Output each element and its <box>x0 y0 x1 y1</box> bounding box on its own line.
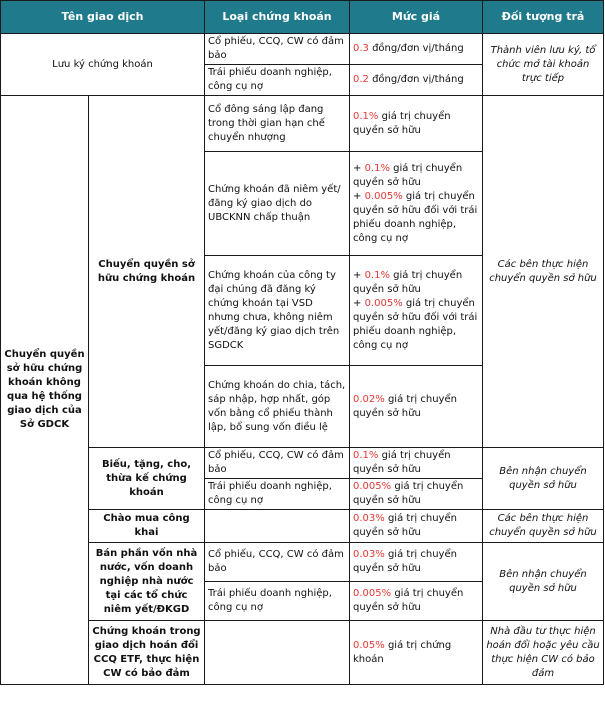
price-value: 0.02% <box>353 393 385 405</box>
custody-name-text: Lưu ký chứng khoán <box>52 58 153 70</box>
price-value: 0.2 <box>353 74 369 85</box>
gift-price-2 <box>350 479 483 510</box>
price-value: 0.1% <box>364 269 390 281</box>
price-text: giá trị chuyển quyền sở hữu <box>353 513 457 538</box>
price-text: đồng/đơn vị/tháng <box>368 74 464 85</box>
header-transaction: Tên giao dịch <box>1 1 205 34</box>
price-value: 0.005% <box>364 190 403 202</box>
transfer-type-4: Chứng khoán do chia, tách, sáp nhập, hợp nhất, góp vốn bằng cổ phiếu thành lập, bổ sung vốn điều lệ <box>205 366 350 448</box>
gift-payer: Bên nhận chuyển quyền sở hữu <box>483 448 604 510</box>
divest-price-1 <box>350 543 483 582</box>
price-value: 0.1% <box>364 162 390 174</box>
price-text: giá trị chuyển quyền sở hữu <box>353 162 463 188</box>
price-text: giá trị chuyển quyền sở hữu <box>353 450 451 475</box>
price-text: giá trị chuyển quyền sở hữu <box>353 269 463 295</box>
custody-price-2 <box>350 65 483 96</box>
custody-payer: Thành viên lưu ký, tổ chức mở tài khoản trực tiếp <box>483 34 604 96</box>
transfer-name: Chuyển quyền sở hữu chứng khoán <box>89 96 205 448</box>
tender-type <box>205 510 350 543</box>
price-value: 0.03% <box>353 549 385 560</box>
divest-price-2 <box>350 582 483 621</box>
price-value: 0.005% <box>353 481 392 492</box>
divest-type-1: Cổ phiếu, CCQ, CW có đảm bảo <box>205 543 350 582</box>
gift-type-2: Trái phiếu doanh nghiệp, công cụ nợ <box>205 479 350 510</box>
header-type: Loại chứng khoán <box>205 1 350 34</box>
price-value: 0.03% <box>353 513 385 524</box>
price-value: 0.005% <box>364 297 403 309</box>
price-value: 0.1% <box>353 450 379 461</box>
custody-type-2: Trái phiếu doanh nghiệp, công cụ nợ <box>205 65 350 96</box>
header-price: Mức giá <box>350 1 483 34</box>
divest-type-2: Trái phiếu doanh nghiệp, công cụ nợ <box>205 582 350 621</box>
price-text: giá trị chuyển quyền sở hữu <box>353 481 464 506</box>
price-prefix: + <box>353 190 365 202</box>
price-text: giá trị chứng khoán <box>353 639 452 665</box>
transfer-payer: Các bên thực hiện chuyển quyền sở hữu <box>483 96 604 448</box>
price-value: 0.3 <box>353 43 369 54</box>
table-row <box>1 34 604 65</box>
table-row <box>1 448 604 479</box>
price-text: giá trị chuyển quyền sở hữu <box>353 110 451 136</box>
price-text: giá trị chuyển quyền sở hữu <box>353 588 464 613</box>
outside-name: Chuyển quyền sở hữu chứng khoán không qua hệ thống giao dịch của Sở GDCK <box>1 96 89 685</box>
tender-price <box>350 510 483 543</box>
transfer-price-3 <box>350 256 483 366</box>
tender-payer: Các bên thực hiện chuyển quyền sở hữu <box>483 510 604 543</box>
gift-name: Biếu, tặng, cho, thừa kế chứng khoán <box>89 448 205 510</box>
custody-name <box>1 34 205 96</box>
custody-type-1: Cổ phiếu, CCQ, CW có đảm bảo <box>205 34 350 65</box>
price-prefix: + <box>353 162 365 174</box>
price-value: 0.005% <box>353 588 392 599</box>
swap-name: Chứng khoán trong giao dịch hoán đổi CCQ ETF, thực hiện CW có bảo đảm <box>89 621 205 685</box>
table-row <box>1 621 604 685</box>
price-text: giá trị chuyển quyền sở hữu đối với trái phiếu doanh nghiệp, công cụ nợ <box>353 297 478 351</box>
gift-price-1 <box>350 448 483 479</box>
transfer-type-3: Chứng khoán của công ty đại chúng đã đăng ký chứng khoán tại VSD nhưng chưa, không niêm yết/đăng ký giao dịch trên SGDCK <box>205 256 350 366</box>
transfer-price-4 <box>350 366 483 448</box>
price-prefix: + <box>353 297 365 309</box>
tender-name: Chào mua công khai <box>89 510 205 543</box>
price-value: 0.05% <box>353 639 385 651</box>
divest-name: Bán phần vốn nhà nước, vốn doanh nghiệp nhà nước tại các tổ chức niêm yết/ĐKGD <box>89 543 205 621</box>
price-value: 0.1% <box>353 110 379 122</box>
table-row <box>1 510 604 543</box>
swap-payer: Nhà đầu tư thực hiện hoán đổi hoặc yêu cầu thực hiện CW có bảo đảm <box>483 621 604 685</box>
header-row <box>1 1 604 34</box>
price-prefix: + <box>353 269 365 281</box>
price-text: giá trị chuyển quyền sở hữu <box>353 393 457 419</box>
price-text: giá trị chuyển quyền sở hữu <box>353 549 457 574</box>
transfer-price-1 <box>350 96 483 152</box>
gift-type-1: Cổ phiếu, CCQ, CW có đảm bảo <box>205 448 350 479</box>
divest-payer: Bên nhận chuyển quyền sở hữu <box>483 543 604 621</box>
swap-price <box>350 621 483 685</box>
transfer-type-2: Chứng khoán đã niêm yết/đăng ký giao dịch do UBCKNN chấp thuận <box>205 152 350 256</box>
swap-type <box>205 621 350 685</box>
table-row <box>1 96 604 152</box>
transfer-price-2 <box>350 152 483 256</box>
transfer-type-1: Cổ đông sáng lập đang trong thời gian hạn chế chuyển nhượng <box>205 96 350 152</box>
header-payer: Đối tượng trả <box>483 1 604 34</box>
custody-price-1 <box>350 34 483 65</box>
price-text: giá trị chuyển quyền sở hữu đối với trái phiếu doanh nghiệp, công cụ nợ <box>353 190 478 244</box>
table-row <box>1 543 604 582</box>
price-text: đồng/đơn vị/tháng <box>368 43 464 54</box>
